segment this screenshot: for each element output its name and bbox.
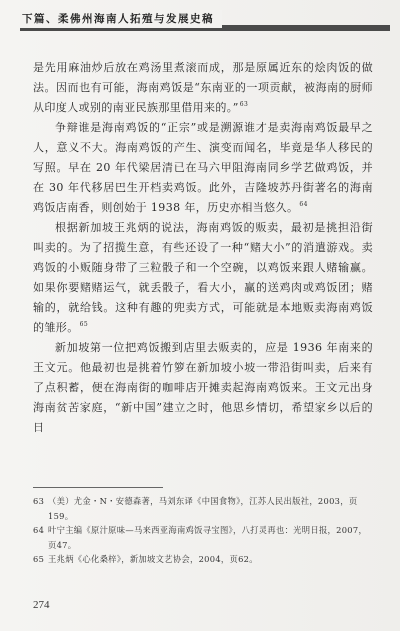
body-text	[33, 58, 373, 438]
footnote-text: 叶宁主编《原汁原味—马来西亚海南鸡饭寻宝图》，八打灵再也：光明日报，2007，页47。	[48, 525, 368, 550]
footnote-63	[33, 494, 373, 523]
footnote-ref[interactable]: 65	[79, 321, 89, 329]
footnote-number: 63	[33, 496, 45, 506]
footnote-ref[interactable]: 63	[239, 101, 249, 109]
paragraph-1	[33, 58, 373, 118]
footnote-divider	[33, 487, 163, 488]
footnote-65	[33, 552, 373, 567]
footnote-64	[33, 523, 373, 552]
paragraph-text: 争辩谁是海南鸡饭的“正宗”或是溯源谁才是卖海南鸡饭最早之人，意义不大。海南鸡饭的产生、演变而闻名，毕竟是华人移民的写照。早在 20 年代梁居清已在马六甲阻海南同乡学艺做鸡饭，并在 30 年代移居巴生开档卖鸡饭。此外，吉隆坡苏丹街著名的海南鸡饭店南香，则创始于 1938 年，历史亦相当悠久。	[33, 121, 373, 214]
footnotes	[33, 494, 373, 567]
paragraph-2	[33, 118, 373, 218]
footnote-text: 王兆炳《心化桑梓》，新加坡文艺协会，2004，页62。	[48, 554, 258, 564]
footnote-number: 64	[33, 525, 45, 535]
paragraph-text: 根据新加坡王兆炳的说法，海南鸡饭的贩卖，最初是挑担沿街叫卖的。为了招揽生意，有些还设了一种“赌大小”的消遣游戏。卖鸡饭的小贩随身带了三粒骰子和一个空碗，以鸡饭来跟人赌输赢。如果你要赌赌运气，就丢骰子，看大小，赢的送鸡肉或鸡饭团；赌输的，就给钱。这种有趣的兜卖方式，可能就是本地贩卖海南鸡饭的雏形。	[33, 221, 373, 334]
footnote-number: 65	[33, 554, 45, 564]
footnote-ref[interactable]: 64	[299, 201, 308, 209]
footnote-text: （美）尤金・N・安德森著，马刘东译《中国食物》，江苏人民出版社，2003，页159。	[48, 496, 358, 521]
paragraph-text: 是先用麻油炒后放在鸡汤里煮滚而成，那是原属近东的烩肉饭的做法。因而也有可能，海南鸡饭是“东南亚的一项贡献，被海南的厨师从印度人或别的南亚民族那里借用来的。”	[33, 61, 373, 114]
paragraph-3	[33, 218, 373, 338]
paragraph-text: 新加坡第一位把鸡饭搬到店里去贩卖的，应是 1936 年南来的王文元。他最初也是挑着竹箩在新加坡小坡一带沿街叫卖，后来有了点积蓄，便在海南街的咖啡店开摊卖起海南鸡饭来。王文元出身海南贫苦家庭，“新中国”建立之时，他思乡情切，希望家乡以后的日	[33, 341, 373, 434]
page-number: 274	[33, 599, 50, 611]
paragraph-4	[33, 338, 373, 438]
running-header	[20, 10, 390, 40]
header-title: 下篇、柔佛州海南人拓殖与发展史稿	[20, 10, 222, 28]
